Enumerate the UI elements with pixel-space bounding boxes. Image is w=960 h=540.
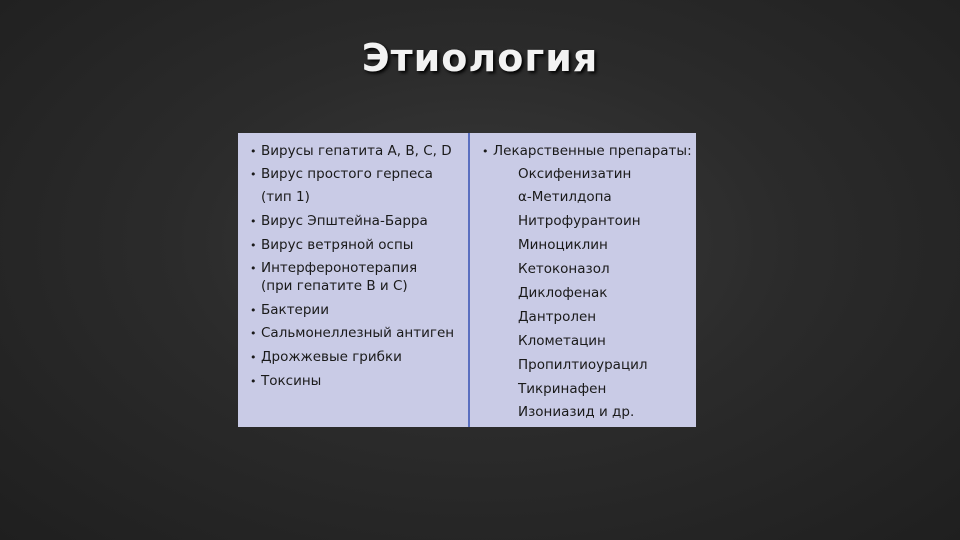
list-item [250, 143, 452, 160]
list-item-text: Бактерии [261, 302, 329, 318]
bullet-icon: • [250, 304, 257, 317]
slide-title: Этиология [361, 36, 599, 80]
drug-item: Оксифенизатин [518, 166, 632, 182]
list-item-text: Интерферонотерапия [261, 260, 418, 276]
list-item-text: Вирус Эпштейна-Барра [261, 213, 428, 229]
list-item-text: (при гепатите В и С) [261, 278, 408, 294]
list-item [250, 325, 454, 342]
drug-item: Изониазид и др. [518, 404, 635, 420]
drug-item: Клометацин [518, 333, 606, 349]
list-item-text: (тип 1) [261, 189, 310, 205]
list-item-continuation [250, 189, 310, 206]
drug-item: Дантролен [518, 309, 597, 325]
etiology-table [238, 133, 696, 427]
list-item-text: Вирус ветряной оспы [261, 237, 414, 253]
list-item-continuation [250, 278, 408, 295]
drug-item: Диклофенак [518, 285, 608, 301]
drug-item: Миноциклин [518, 237, 608, 253]
bullet-icon: • [250, 168, 257, 181]
column-divider [468, 133, 470, 427]
list-item [250, 373, 321, 390]
drug-item: Кетоконазол [518, 261, 610, 277]
bullet-icon: • [250, 375, 257, 388]
bullet-icon: • [250, 262, 257, 275]
bullet-icon: • [250, 351, 257, 364]
list-item-text: Дрожжевые грибки [261, 349, 402, 365]
list-heading [482, 143, 692, 160]
list-item [250, 260, 417, 277]
drug-item: Пропилтиоурацил [518, 357, 648, 373]
list-item [250, 213, 428, 230]
list-heading-text: Лекарственные препараты: [493, 143, 692, 159]
list-item [250, 166, 433, 183]
bullet-icon: • [250, 145, 257, 158]
drug-item: Тикринафен [518, 381, 607, 397]
bullet-icon: • [250, 215, 257, 228]
list-item-text: Сальмонеллезный антиген [261, 325, 455, 341]
list-item-text: Токсины [261, 373, 322, 389]
drug-item: α-Метилдопа [518, 189, 612, 205]
bullet-icon: • [250, 239, 257, 252]
list-item [250, 237, 413, 254]
list-item [250, 349, 402, 366]
bullet-icon: • [250, 327, 257, 340]
drug-item: Нитрофурантоин [518, 213, 641, 229]
list-item-text: Вирусы гепатита А, В, С, D [261, 143, 452, 159]
bullet-icon: • [482, 145, 489, 158]
list-item-text: Вирус простого герпеса [261, 166, 433, 182]
list-item [250, 302, 329, 319]
